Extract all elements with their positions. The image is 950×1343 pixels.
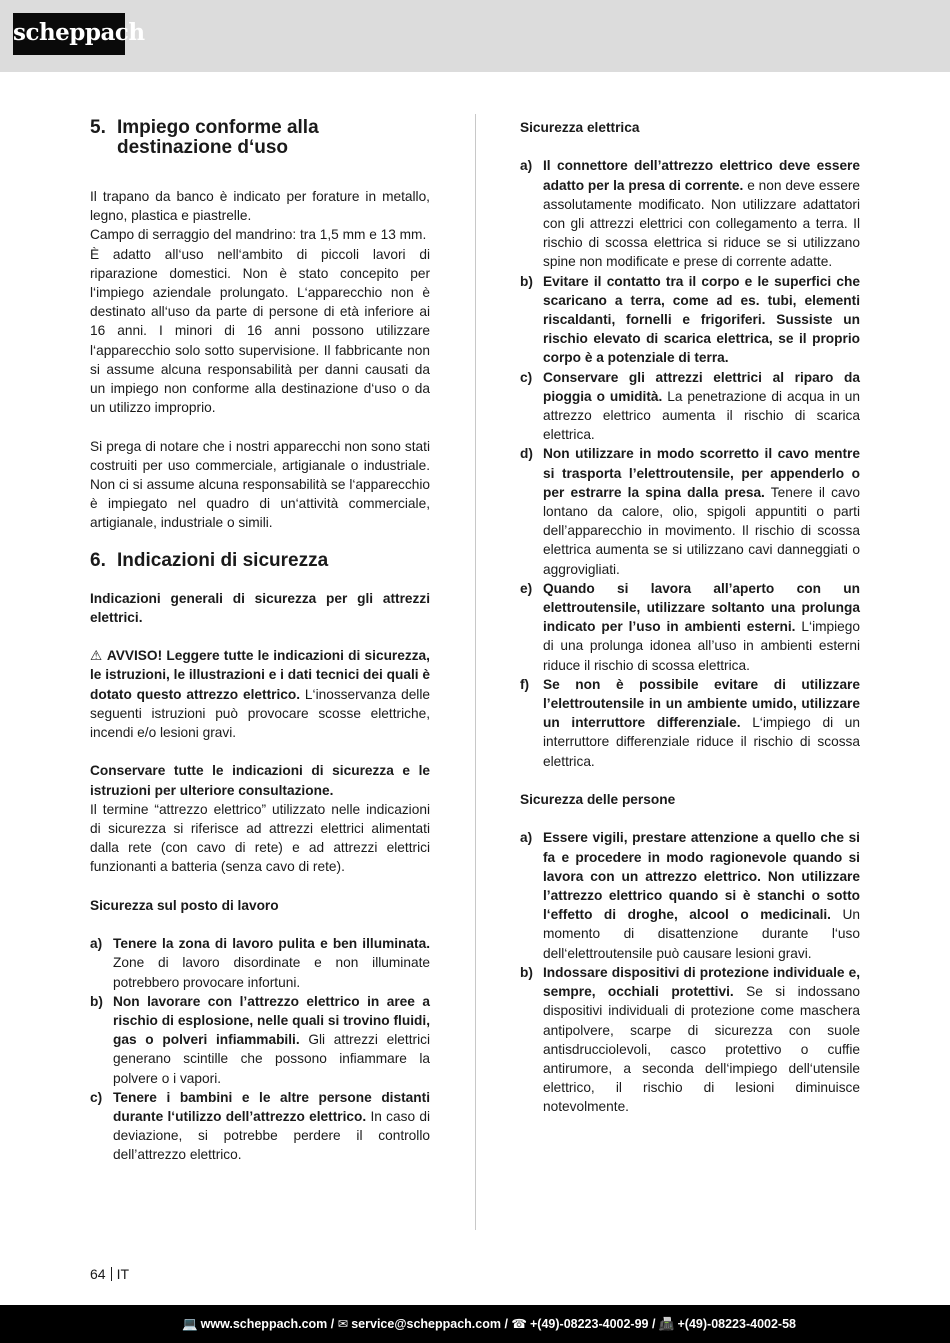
- personal-safety-list: [520, 828, 860, 1116]
- contact-line: [182, 1315, 796, 1333]
- commercial-use-paragraph: Si prega di notare che i nostri apparecchi non sono stati costruiti per uso commerciale, artigianale o industriale. Non ci si assume alcuna responsabilità se l‘apparecchio è impiegato nel quadro di un‘attività commerciale, artigianale, industriale o simili.: [90, 438, 430, 531]
- list-item: a) Il connettore dell’attrezzo elettrico deve essere adatto per la presa di corrente. e non deve essere assolutamente modificato. Non utilizzare adattatori con gli attrezzi elettrici con collegamento a terra. Il rischio di scossa elettrica si riduce se si utilizzano spine non modificate e prese di corrente adatte.: [520, 158, 860, 270]
- electrical-safety-heading: Sicurezza elettrica: [520, 120, 640, 135]
- section-5-heading: 5. Impiego conforme alla destinazione d‘uso: [90, 118, 430, 158]
- list-item: b) Indossare dispositivi di protezione individuale e, sempre, occhiali protettivi. Se si indossano dispositivi individuali di protezione come maschera antipolvere, scarpe di sicurezza con suole antisdrucciolevoli, casco protettivo o cuffie antirumore, a seconda dell‘impiego dell‘utensile elettrico, il rischio di lesioni diminuisce notevolmente.: [520, 964, 860, 1115]
- list-item: a) Tenere la zona di lavoro pulita e ben illuminata. Zone di lavoro disordinate e non illuminate potrebbero provocare infortuni.: [90, 936, 430, 990]
- intended-use-paragraph: Il trapano da banco è indicato per forature in metallo, legno, plastica e piastrelle.: [90, 189, 430, 224]
- general-safety-heading: Indicazioni generali di sicurezza per gli attrezzi elettrici.: [90, 590, 430, 625]
- domestic-use-paragraph: È adatto all‘uso nell‘ambito di piccoli lavori di riparazione domestici. Non è stato concepito per l‘impiego aziendale prolungato. L‘apparecchio non è destinato all‘uso da parte di persone di età inferiore ai 16 anni. I minori di 16 anni possono utilizzare l‘apparecchio solo sotto supervisione. Il fabbricante non si assume alcuna responsabilità per danni causati da un impiego non conforme alla destinazione d‘uso o da un utilizzo improprio.: [90, 246, 430, 416]
- warning-paragraph: ⚠ AVVISO! Leggere tutte le indicazioni di sicurezza, le istruzioni, le illustrazioni e i dati tecnici dei quali è dotato questo attrezzo elettrico. L‘inosservanza delle seguenti istruzioni può provocare scosse elettriche, incendi e/o lesioni gravi.: [90, 648, 430, 741]
- mail-icon: ✉: [337, 1317, 349, 1331]
- list-item: e) Quando si lavora all’aperto con un elettroutensile, utilizzare soltanto una prolunga indicato per l’uso in ambienti esterni. L‘impiego di una prolunga idonea all’uso in ambienti esterni riduce il rischio di scossa elettrica.: [520, 580, 860, 673]
- list-item: c) Conservare gli attrezzi elettrici al riparo da pioggia o umidità. La penetrazione di acqua in un attrezzo elettrico aumenta il rischio di scarica elettrica.: [520, 369, 860, 443]
- page-number: 64 IT: [90, 1266, 130, 1282]
- page-header: [0, 0, 950, 72]
- section-6-heading: 6. Indicazioni di sicurezza: [90, 549, 329, 571]
- list-item: c) Tenere i bambini e le altre persone distanti durante l‘utilizzo dell’attrezzo elettrico. In caso di deviazione, si potrebbe perdere il controllo dell’attrezzo elettrico.: [90, 1089, 430, 1163]
- phone-icon: ☎: [511, 1317, 527, 1331]
- list-item: b) Evitare il contatto tra il corpo e le superfici che scaricano a terra, come ad es. tubi, elementi riscaldanti, fornelli e frigoriferi. Sussiste un rischio elevato di scarica elettrica, se il proprio corpo è a potenziale di terra.: [520, 273, 860, 366]
- workplace-safety-heading: Sicurezza sul posto di lavoro: [90, 897, 279, 913]
- page-footer: [0, 1305, 950, 1343]
- section-6-title: Indicazioni di sicurezza: [117, 549, 329, 571]
- phone-number: +(49)-08223-4002-99 /: [530, 1317, 656, 1331]
- keep-instructions-heading: Conservare tutte le indicazioni di sicurezza e le istruzioni per ulteriore consultazione.: [90, 763, 430, 798]
- warning-icon: ⚠: [90, 648, 103, 664]
- electrical-safety-list: [520, 156, 860, 771]
- list-item: b) Non lavorare con l’attrezzo elettrico in aree a rischio di esplosione, nelle quali si trovino fluidi, gas o polveri infiammabili. Gli attrezzi elettrici generano scintille che possono infiammare la polvere o i vapori.: [90, 993, 430, 1086]
- workplace-safety-list: [90, 934, 430, 1164]
- page-number-separator: [111, 1267, 112, 1281]
- list-item: d) Non utilizzare in modo scorretto il cavo mentre si trasporta l’elettroutensile, per appenderlo o per estrarre la spina dalla presa. Tenere il cavo lontano da calore, olio, spigoli appuntiti o parti dell’apparecchio in movimento. Il rischio di scossa elettrica aumenta se si utilizzano cavi danneggiati o aggrovigliati.: [520, 446, 860, 577]
- website-link[interactable]: www.scheppach.com /: [200, 1317, 335, 1331]
- language-code: IT: [116, 1266, 130, 1282]
- scheppach-logo: scheppach: [13, 13, 125, 55]
- list-item: a) Essere vigili, prestare attenzione a quello che si fa e procedere in modo ragionevole quando si lavora con un attrezzo elettrico. Non utilizzare l’attrezzo elettrico quando si è stanchi o sotto l‘effetto di droghe, alcool o medicinali. Un momento di disattenzione durante l‘uso dell‘elettroutensile può causare lesioni gravi.: [520, 830, 860, 961]
- fax-number: +(49)-08223-4002-58: [677, 1317, 796, 1331]
- left-column: [90, 118, 430, 1165]
- fax-icon: 📠: [658, 1317, 675, 1331]
- column-divider: [475, 114, 476, 1230]
- right-column: [520, 118, 860, 1117]
- list-item: f) Se non è possibile evitare di utilizzare l’elettroutensile in un ambiente umido, utilizzare un interruttore differenziale. L‘impiego di un interruttore differenziale riduce il rischio di scossa elettrica.: [520, 676, 861, 769]
- personal-safety-heading: Sicurezza delle persone: [520, 792, 676, 808]
- email-link[interactable]: service@scheppach.com /: [351, 1317, 508, 1331]
- section-5-title: Impiego conforme alla destinazione d‘uso: [117, 117, 319, 158]
- computer-icon: 💻: [182, 1317, 198, 1331]
- chuck-range-paragraph: Campo di serraggio del mandrino: tra 1,5 mm e 13 mm.: [90, 227, 427, 243]
- power-tool-term-paragraph: Il termine “attrezzo elettrico” utilizzato nelle indicazioni di sicurezza si riferisce ad attrezzi elettrici alimentati dalla rete (con cavo di rete) e ad attrezzi elettrici funzionanti a batteria (senza cavo di rete).: [90, 801, 430, 875]
